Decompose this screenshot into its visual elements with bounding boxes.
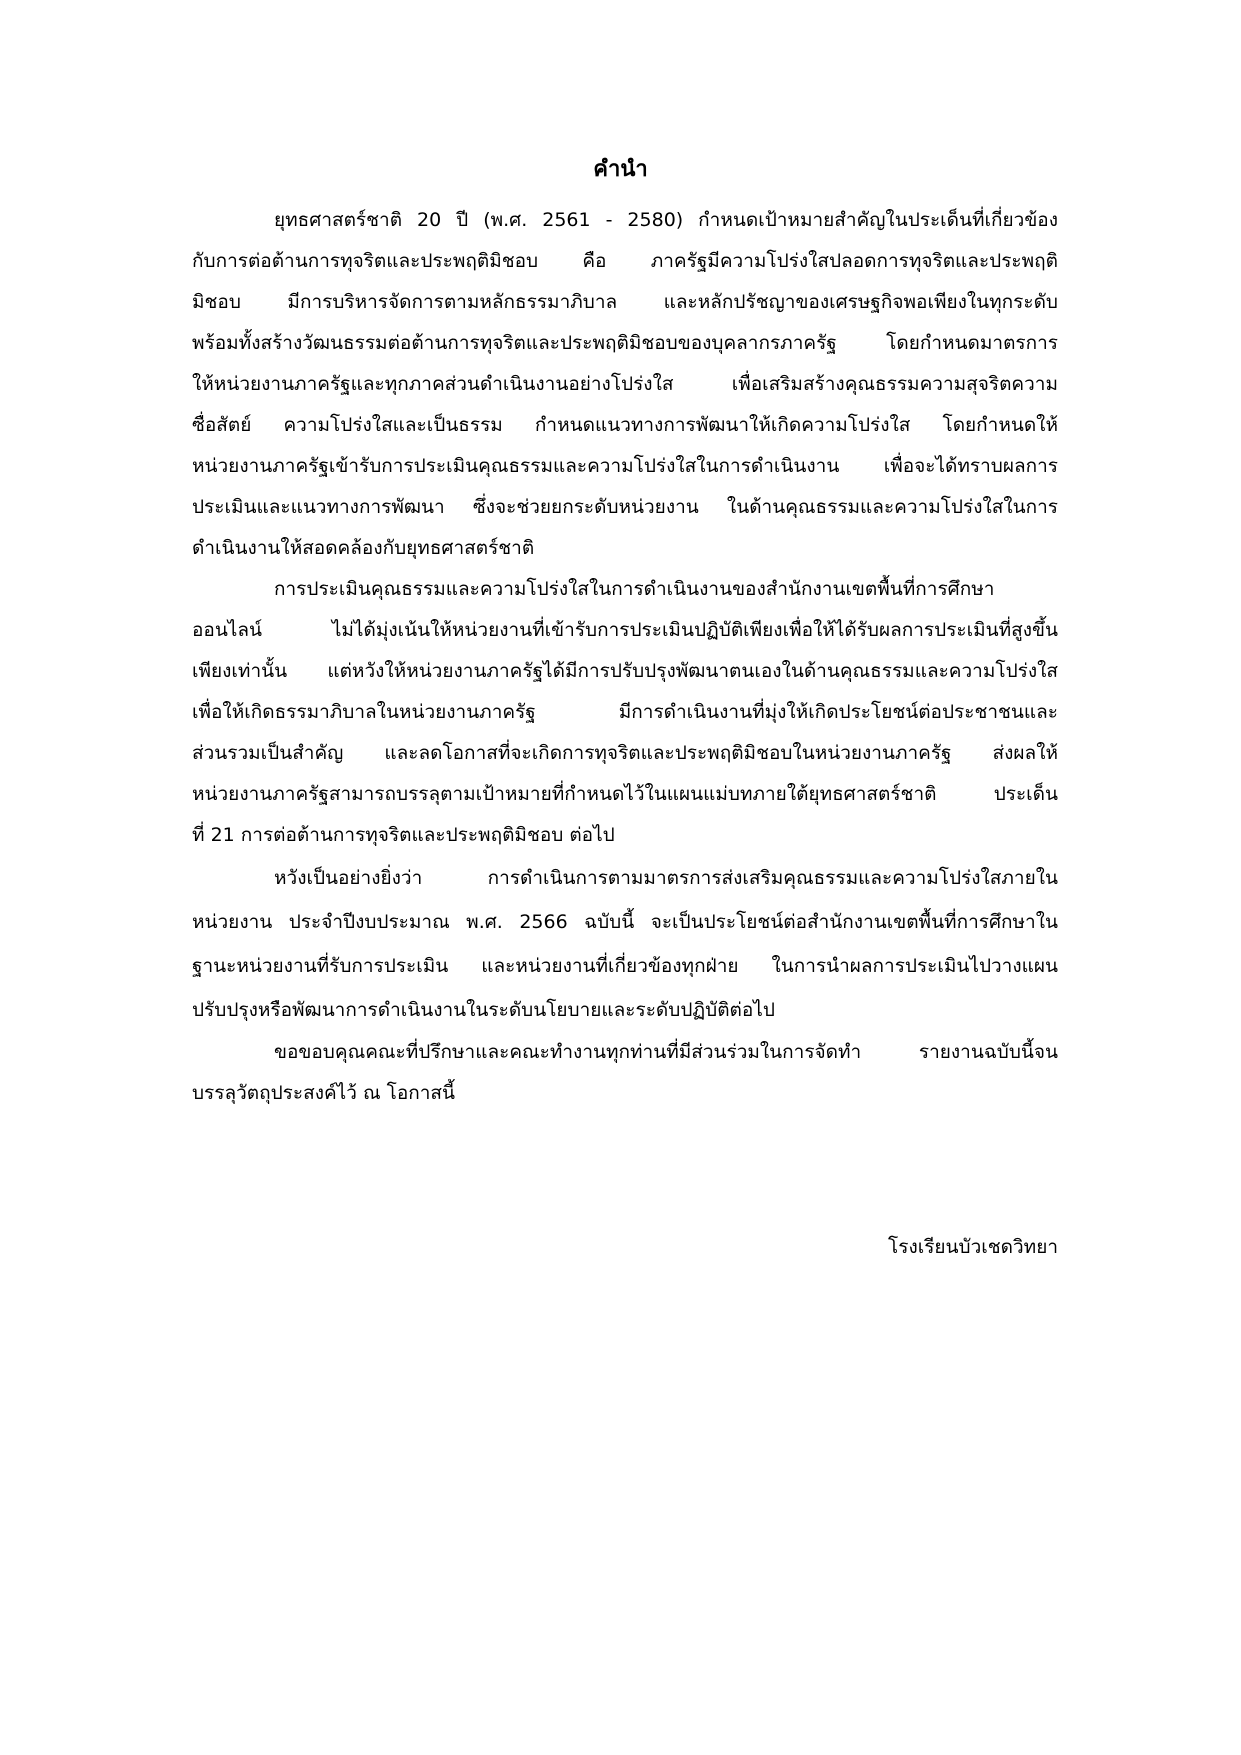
page-title: คำนำ: [593, 157, 648, 182]
text-line: ประเมินและแนวทางการพัฒนา ซึ่งจะช่วยยกระดับหน่วยงาน ในด้านคุณธรรมและความโปร่งใสในการ: [192, 496, 1058, 518]
document-body: [192, 200, 1058, 1114]
text-line: ออนไลน์ ไม่ได้มุ่งเน้นให้หน่วยงานที่เข้ารับการประเมินปฏิบัติเพียงเพื่อให้ได้รับผลการประเมินที่สูงขึ้น: [192, 619, 1058, 641]
text-line: ที่ 21 การต่อต้านการทุจริตและประพฤติมิชอบ ต่อไป: [192, 824, 615, 846]
text-line: ดำเนินงานให้สอดคล้องกับยุทธศาสตร์ชาติ: [192, 537, 535, 559]
text-line: หน่วยงานภาครัฐเข้ารับการประเมินคุณธรรมและความโปร่งใสในการดำเนินงาน เพื่อจะได้ทราบผลการ: [192, 455, 1058, 477]
paragraph-1: [192, 200, 1058, 569]
text-line: ปรับปรุงหรือพัฒนาการดำเนินงานในระดับนโยบายและระดับปฏิบัติต่อไป: [192, 999, 775, 1021]
paragraph-4: [192, 1032, 1058, 1114]
text-line: ซื่อสัตย์ ความโปร่งใสและเป็นธรรม กำหนดแนวทางการพัฒนาให้เกิดความโปร่งใส โดยกำหนดให้: [192, 414, 1058, 436]
text-line: หน่วยงานภาครัฐสามารถบรรลุตามเป้าหมายที่กำหนดไว้ในแผนแม่บทภายใต้ยุทธศาสตร์ชาติ ประเด็น: [192, 783, 1058, 805]
signature-school-name: โรงเรียนบัวเชดวิทยา: [888, 1236, 1058, 1258]
text-line: ส่วนรวมเป็นสำคัญ และลดโอกาสที่จะเกิดการทุจริตและประพฤติมิชอบในหน่วยงานภาครัฐ ส่งผลให้: [192, 742, 1058, 764]
text-line: มิชอบ มีการบริหารจัดการตามหลักธรรมาภิบาล และหลักปรัชญาของเศรษฐกิจพอเพียงในทุกระดับ: [192, 291, 1058, 313]
text-line: บรรลุวัตถุประสงค์ไว้ ณ โอกาสนี้: [192, 1082, 455, 1104]
text-line: กับการต่อต้านการทุจริตและประพฤติมิชอบ คือ ภาครัฐมีความโปร่งใสปลอดการทุจริตและประพฤติ: [192, 250, 1058, 272]
paragraph-3: [192, 856, 1058, 1032]
text-line: หน่วยงาน ประจำปีงบประมาณ พ.ศ. 2566 ฉบับนี้ จะเป็นประโยชน์ต่อสำนักงานเขตพื้นที่การศึกษาใน: [192, 911, 1058, 933]
text-line: พร้อมทั้งสร้างวัฒนธรรมต่อต้านการทุจริตและประพฤติมิชอบของบุคลากรภาครัฐ โดยกำหนดมาตรการ: [192, 332, 1058, 354]
text-line: เพียงเท่านั้น แต่หวังให้หน่วยงานภาครัฐได้มีการปรับปรุงพัฒนาตนเองในด้านคุณธรรมและความโปร่งใส: [192, 660, 1058, 682]
text-line: การประเมินคุณธรรมและความโปร่งใสในการดำเนินงานของสำนักงานเขตพื้นที่การศึกษา: [274, 578, 995, 600]
text-line: ให้หน่วยงานภาครัฐและทุกภาคส่วนดำเนินงานอย่างโปร่งใส เพื่อเสริมสร้างคุณธรรมความสุจริตความ: [192, 373, 1058, 395]
paragraph-2: [192, 569, 1058, 856]
text-line: ขอขอบคุณคณะที่ปรึกษาและคณะทำงานทุกท่านที่มีส่วนร่วมในการจัดทำ รายงานฉบับนี้จน: [274, 1041, 1058, 1063]
text-line: ฐานะหน่วยงานที่รับการประเมิน และหน่วยงานที่เกี่ยวข้องทุกฝ่าย ในการนำผลการประเมินไปวางแผน: [192, 955, 1058, 977]
text-line: ยุทธศาสตร์ชาติ 20 ปี (พ.ศ. 2561 - 2580) กำหนดเป้าหมายสำคัญในประเด็นที่เกี่ยวข้อง: [274, 209, 1058, 231]
text-line: เพื่อให้เกิดธรรมาภิบาลในหน่วยงานภาครัฐ มีการดำเนินงานที่มุ่งให้เกิดประโยชน์ต่อประชาชนและ: [192, 701, 1058, 723]
text-line: หวังเป็นอย่างยิ่งว่า การดำเนินการตามมาตรการส่งเสริมคุณธรรมและความโปร่งใสภายใน: [274, 867, 1058, 889]
